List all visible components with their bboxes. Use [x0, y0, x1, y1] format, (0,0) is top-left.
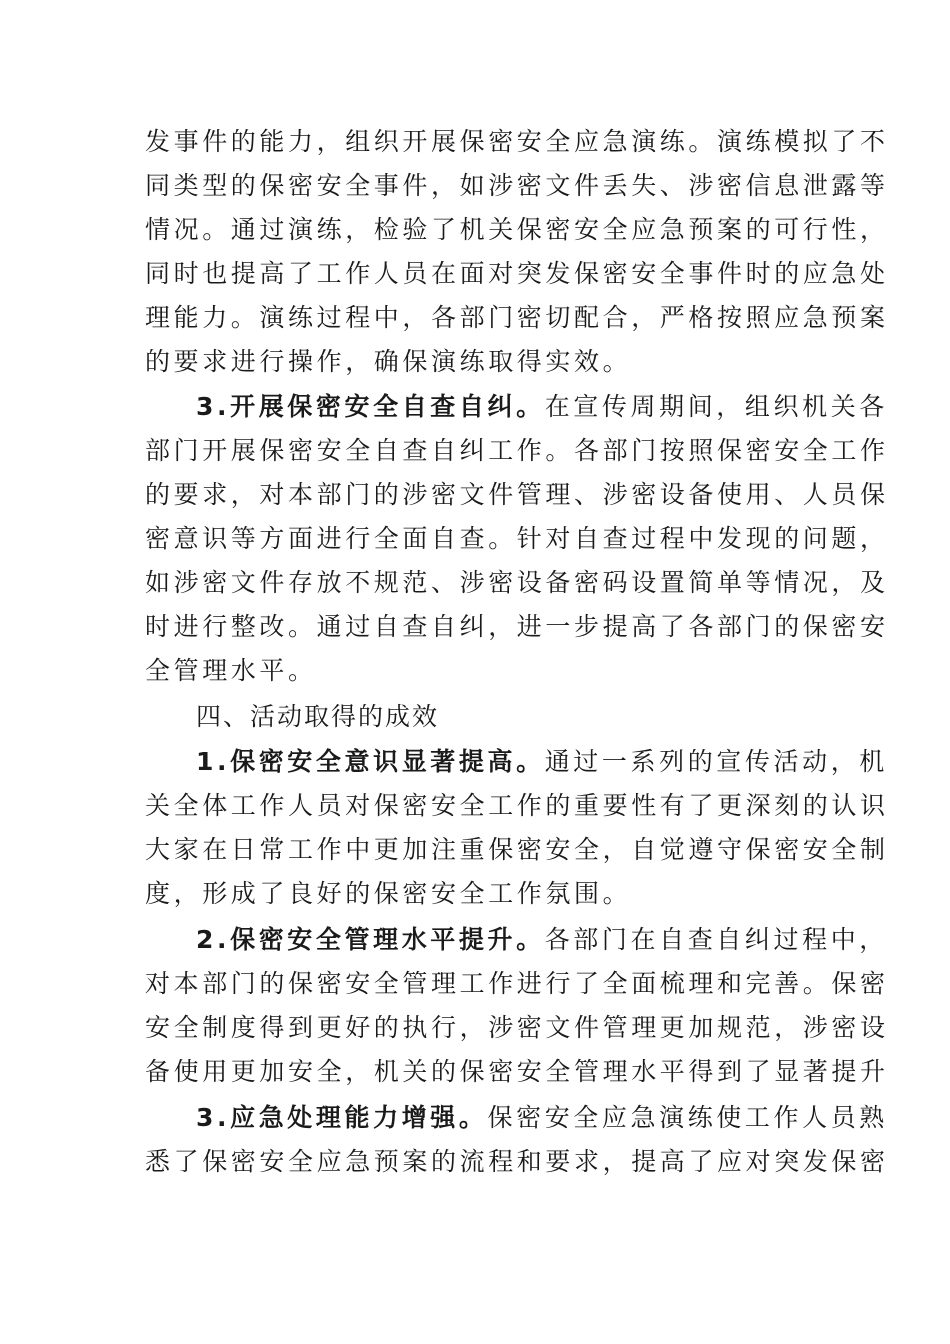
text-line: 同时也提高了工作人员在面对突发保密安全事件时的应急处 — [145, 259, 889, 288]
section-heading: 四、活动取得的成效 — [196, 702, 440, 731]
text-line: 度，形成了良好的保密安全工作氛围。 — [145, 879, 632, 908]
text-line: 安全制度得到更好的执行，涉密文件管理更加规范，涉密设 — [145, 1013, 889, 1042]
text-line: 大家在日常工作中更加注重保密安全，自觉遵守保密安全制 — [145, 835, 889, 864]
text-line: 发事件的能力，组织开展保密安全应急演练。演练模拟了不 — [145, 127, 889, 156]
text-line: 关全体工作人员对保密安全工作的重要性有了更深刻的认识 — [145, 791, 889, 820]
paragraph-lead — [196, 747, 888, 777]
lead-rest: 通过一系列的宣传活动，机 — [544, 747, 888, 776]
paragraph-lead — [196, 1103, 888, 1133]
bold-lead: 3.开展保密安全自查自纠。 — [196, 392, 545, 421]
text-line: 对本部门的保密安全管理工作进行了全面梳理和完善。保密 — [145, 969, 889, 998]
text-line: 如涉密文件存放不规范、涉密设备密码设置简单等情况，及 — [145, 568, 889, 597]
text-line: 部门开展保密安全自查自纠工作。各部门按照保密安全工作 — [145, 436, 889, 465]
text-line: 备使用更加安全，机关的保密安全管理水平得到了显著提升 — [145, 1057, 889, 1086]
paragraph-lead — [196, 392, 888, 422]
text-line: 的要求进行操作，确保演练取得实效。 — [145, 347, 632, 376]
text-line: 全管理水平。 — [145, 656, 317, 685]
text-line: 密意识等方面进行全面自查。针对自查过程中发现的问题， — [145, 524, 889, 553]
text-line: 情况。通过演练，检验了机关保密安全应急预案的可行性， — [145, 215, 889, 244]
lead-rest: 保密安全应急演练使工作人员熟 — [487, 1103, 888, 1132]
bold-lead: 1.保密安全意识显著提高。 — [196, 747, 545, 776]
text-line: 理能力。演练过程中，各部门密切配合，严格按照应急预案 — [145, 303, 889, 332]
lead-rest: 在宣传周期间，组织机关各 — [544, 392, 888, 421]
bold-lead: 2.保密安全管理水平提升。 — [196, 925, 545, 954]
text-line: 同类型的保密安全事件，如涉密文件丢失、涉密信息泄露等 — [145, 171, 889, 200]
text-line: 时进行整改。通过自查自纠，进一步提高了各部门的保密安 — [145, 612, 889, 641]
text-line: 的要求，对本部门的涉密文件管理、涉密设备使用、人员保 — [145, 480, 889, 509]
lead-rest: 各部门在自查自纠过程中， — [544, 925, 888, 954]
text-line: 悉了保密安全应急预案的流程和要求，提高了应对突发保密 — [145, 1147, 889, 1176]
paragraph-lead — [196, 925, 888, 955]
bold-lead: 3.应急处理能力增强。 — [196, 1103, 488, 1132]
